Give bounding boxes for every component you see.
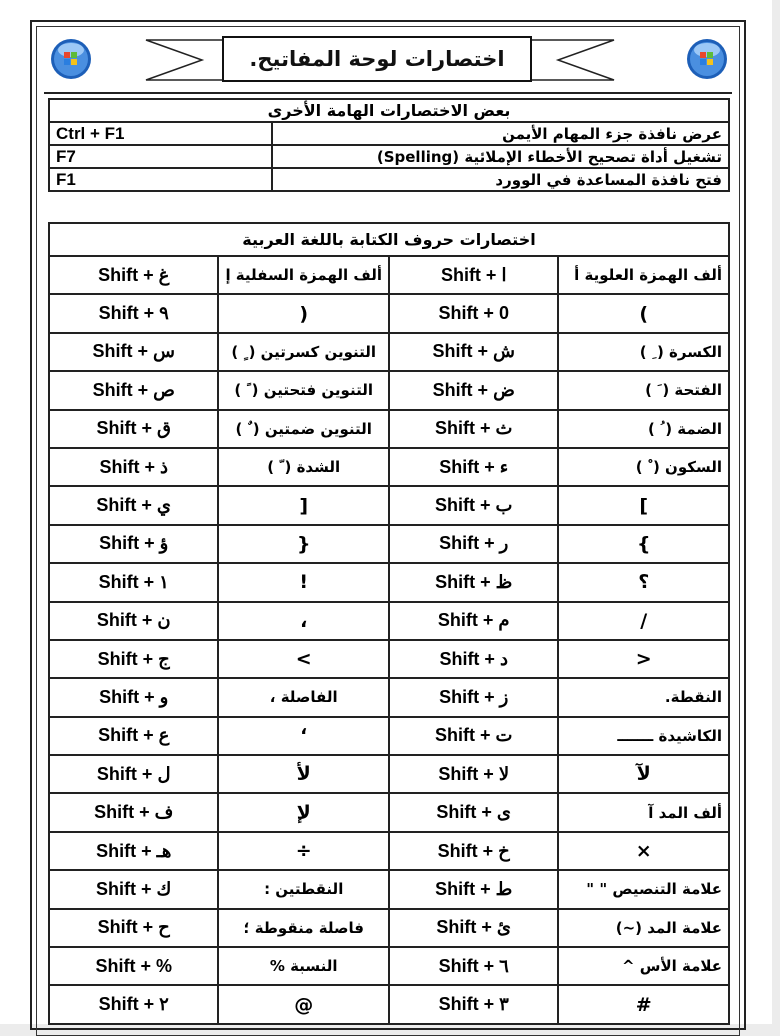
- character-label: ÷: [218, 832, 389, 870]
- table-row: [49, 168, 729, 191]
- shortcut-key: Ctrl + F1: [49, 122, 272, 145]
- character-label: [: [218, 486, 389, 524]
- character-label: ؟: [558, 563, 729, 601]
- character-label: فاصلة منقوطة ؛: [218, 909, 389, 947]
- table-row: [49, 602, 729, 640]
- character-label: #: [558, 985, 729, 1023]
- shortcut-key: Shift + ي: [49, 486, 218, 524]
- character-label: الكسرة ( ِ ): [558, 333, 729, 371]
- arabic-shortcuts-table: [48, 222, 730, 1025]
- character-label: لإ: [218, 793, 389, 831]
- character-label: الشدة ( ّ ): [218, 448, 389, 486]
- table-row: [49, 410, 729, 448]
- character-label: {: [218, 525, 389, 563]
- table-row: [49, 448, 729, 486]
- table-row: [49, 870, 729, 908]
- shortcut-key: Shift + ا: [389, 256, 558, 294]
- shortcut-description: فتح نافذة المساعدة في الوورد: [272, 168, 729, 191]
- shortcut-key: Shift + %: [49, 947, 218, 985]
- shortcut-key: Shift + م: [389, 602, 558, 640]
- shortcut-key: Shift + ف: [49, 793, 218, 831]
- other-shortcuts-heading: بعض الاختصارات الهامة الأخرى: [49, 99, 729, 122]
- character-label: السكون ( ْ ): [558, 448, 729, 486]
- shortcut-key: Shift + ض: [389, 371, 558, 409]
- shortcut-key: Shift + غ: [49, 256, 218, 294]
- shortcut-key: Shift + ط: [389, 870, 558, 908]
- character-label: التنوين ضمتين ( ٌ ): [218, 410, 389, 448]
- shortcut-key: Shift + ت: [389, 717, 558, 755]
- shortcut-key: Shift + ص: [49, 371, 218, 409]
- character-label: علامة الأس ^: [558, 947, 729, 985]
- shortcut-key: Shift + ع: [49, 717, 218, 755]
- shortcut-key: Shift + ز: [389, 678, 558, 716]
- shortcut-key: Shift + ٢: [49, 985, 218, 1023]
- character-label: <: [558, 640, 729, 678]
- character-label: التنوين فتحتين ( ً ): [218, 371, 389, 409]
- shortcut-key: Shift + ن: [49, 602, 218, 640]
- arabic-shortcuts-heading: اختصارات حروف الكتابة باللغة العربية: [49, 223, 729, 256]
- table-row: [49, 525, 729, 563]
- table-row: [49, 985, 729, 1023]
- shortcut-key: F7: [49, 145, 272, 168]
- windows-logo-icon: [50, 38, 92, 80]
- character-label: >: [218, 640, 389, 678]
- character-label: الكاشيدة ـــــــ: [558, 717, 729, 755]
- table-row: [49, 640, 729, 678]
- shortcut-key: Shift + 0: [389, 294, 558, 332]
- shortcut-key: Shift + هـ: [49, 832, 218, 870]
- shortcut-key: Shift + ذ: [49, 448, 218, 486]
- character-label: الفتحة ( َ ): [558, 371, 729, 409]
- character-label: النسبة %: [218, 947, 389, 985]
- table-row: [49, 371, 729, 409]
- table-row: [49, 256, 729, 294]
- shortcut-key: Shift + و: [49, 678, 218, 716]
- shortcut-key: Shift + ب: [389, 486, 558, 524]
- character-label: (: [218, 294, 389, 332]
- character-label: الفاصلة ،: [218, 678, 389, 716]
- divider: [44, 92, 732, 94]
- shortcut-key: Shift + ٦: [389, 947, 558, 985]
- character-label: ألف الهمزة العلوية أ: [558, 256, 729, 294]
- table-row: [49, 145, 729, 168]
- character-label: /: [558, 602, 729, 640]
- table-row: [49, 832, 729, 870]
- character-label: !: [218, 563, 389, 601]
- shortcut-description: عرض نافذة جزء المهام الأيمن: [272, 122, 729, 145]
- shortcut-key: Shift + خ: [389, 832, 558, 870]
- table-row: [49, 563, 729, 601]
- shortcut-key: Shift + د: [389, 640, 558, 678]
- table-row: [49, 486, 729, 524]
- shortcut-key: Shift + ر: [389, 525, 558, 563]
- shortcut-key: F1: [49, 168, 272, 191]
- shortcut-key: Shift + ث: [389, 410, 558, 448]
- shortcut-key: Shift + ك: [49, 870, 218, 908]
- shortcut-key: Shift + ق: [49, 410, 218, 448]
- character-label: ]: [558, 486, 729, 524]
- other-shortcuts-table: [48, 98, 730, 192]
- character-label: علامة المد (~): [558, 909, 729, 947]
- windows-logo-icon: [686, 38, 728, 80]
- shortcut-key: Shift + ١: [49, 563, 218, 601]
- shortcut-key: Shift + لا: [389, 755, 558, 793]
- character-label: ألف المد آ: [558, 793, 729, 831]
- page-title: اختصارات لوحة المفاتيح.: [222, 36, 532, 82]
- table-row: [49, 909, 729, 947]
- character-label: الضمة ( ُ ): [558, 410, 729, 448]
- character-label: التنوين كسرتين ( ٍ ): [218, 333, 389, 371]
- table-row: [49, 333, 729, 371]
- table-row: [49, 678, 729, 716]
- character-label: علامة التنصيص " ": [558, 870, 729, 908]
- character-label: النقطتين :: [218, 870, 389, 908]
- character-label: ألف الهمزة السفلية إ: [218, 256, 389, 294]
- table-row: [49, 755, 729, 793]
- shortcut-key: Shift + ج: [49, 640, 218, 678]
- shortcut-key: Shift + ٩: [49, 294, 218, 332]
- table-row: [49, 122, 729, 145]
- shortcut-description: تشغيل أداة تصحيح الأخطاء الإملائية (Spelling): [272, 145, 729, 168]
- shortcut-key: Shift + س: [49, 333, 218, 371]
- character-label: ،: [218, 602, 389, 640]
- character-label: ): [558, 294, 729, 332]
- character-label: النقطة.: [558, 678, 729, 716]
- character-label: }: [558, 525, 729, 563]
- table-row: [49, 793, 729, 831]
- character-label: @: [218, 985, 389, 1023]
- shortcut-key: Shift + ش: [389, 333, 558, 371]
- shortcut-key: Shift + ئ: [389, 909, 558, 947]
- shortcut-key: Shift + ٣: [389, 985, 558, 1023]
- shortcut-key: Shift + ؤ: [49, 525, 218, 563]
- character-label: ʻ: [218, 717, 389, 755]
- shortcut-key: Shift + ى: [389, 793, 558, 831]
- shortcut-key: Shift + ح: [49, 909, 218, 947]
- shortcut-key: Shift + ء: [389, 448, 558, 486]
- character-label: ×: [558, 832, 729, 870]
- character-label: لأ: [218, 755, 389, 793]
- shortcut-key: Shift + ل: [49, 755, 218, 793]
- character-label: لآ: [558, 755, 729, 793]
- table-row: [49, 717, 729, 755]
- shortcut-key: Shift + ظ: [389, 563, 558, 601]
- table-row: [49, 294, 729, 332]
- table-row: [49, 947, 729, 985]
